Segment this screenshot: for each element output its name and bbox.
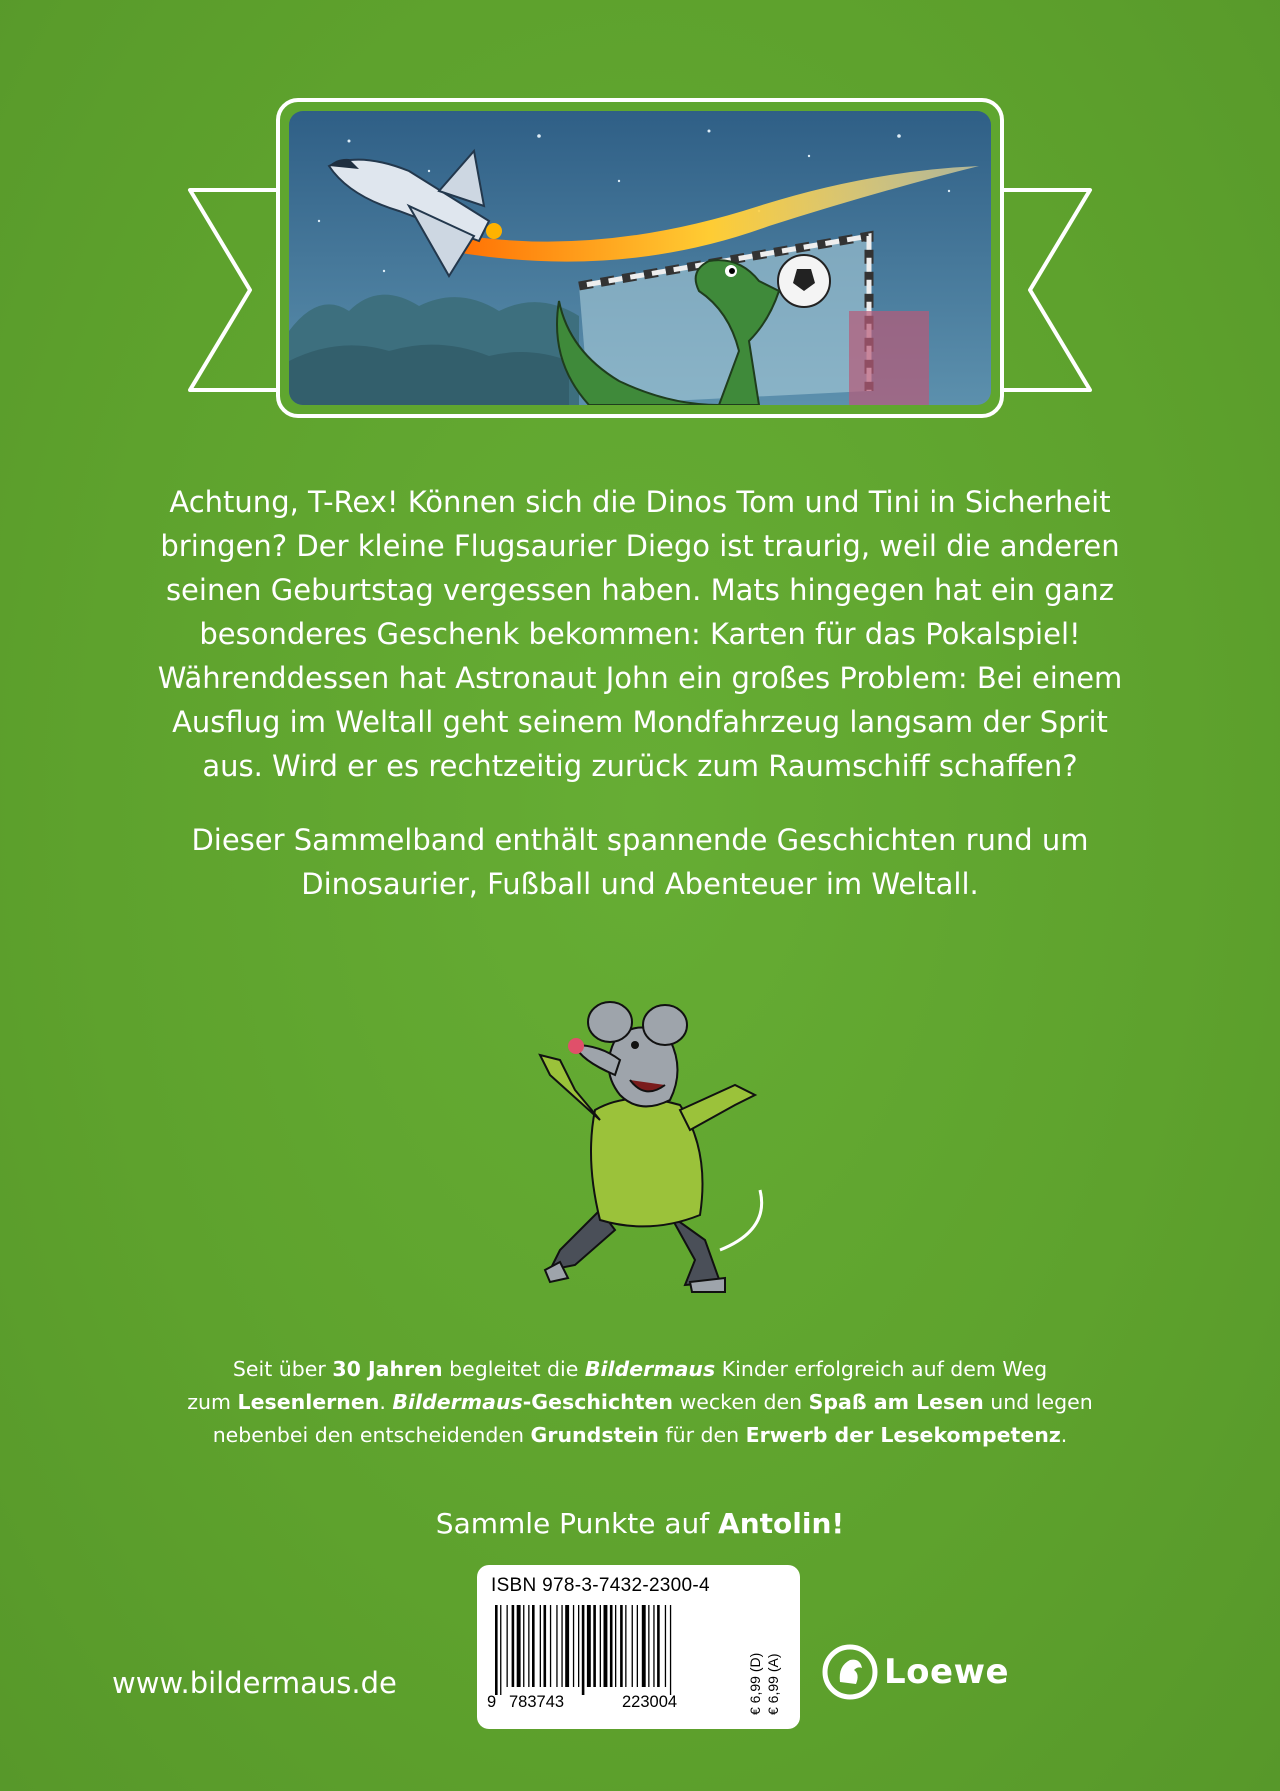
barcode-bar xyxy=(615,1605,616,1687)
barcode-bar xyxy=(512,1605,515,1687)
text: . xyxy=(379,1390,393,1414)
barcode-digit-group: 783743 xyxy=(509,1693,565,1711)
text: für den xyxy=(658,1423,746,1447)
series-name: Bildermaus xyxy=(584,1357,716,1381)
blurb-line: bringen? Der kleine Flugsaurier Diego ist traurig, weil die anderen xyxy=(160,529,1120,563)
blurb-line: seinen Geburtstag vergessen haben. Mats hingegen hat ein ganz xyxy=(165,573,1115,607)
barcode-bar xyxy=(653,1605,654,1687)
soccer-ball xyxy=(778,255,830,307)
barcode-bar xyxy=(528,1605,529,1687)
text: und legen xyxy=(983,1390,1093,1414)
isbn-number: ISBN 978-3-7432-2300-4 xyxy=(491,1575,710,1596)
barcode-bar xyxy=(523,1605,524,1687)
barcode-bar xyxy=(637,1605,638,1687)
blurb-line: aus. Wird er es rechtzeitig zurück zum Raumschiff schaffen? xyxy=(202,749,1078,783)
barcode-bar xyxy=(593,1605,596,1687)
barcode-bar xyxy=(625,1605,626,1687)
text: . xyxy=(1060,1423,1068,1447)
prices xyxy=(745,1607,785,1717)
text: Kinder erfolgreich auf dem Weg xyxy=(715,1357,1048,1381)
barcode-bar xyxy=(587,1605,591,1687)
barcode-label xyxy=(477,1565,800,1729)
series-description xyxy=(100,1353,1180,1452)
barcode-bar xyxy=(550,1605,551,1687)
text: zum xyxy=(187,1390,238,1414)
barcode xyxy=(491,1605,731,1695)
blurb-line: besonderes Geschenk bekommen: Karten für das Pokalspiel! xyxy=(199,617,1081,651)
text-bold: Grundstein xyxy=(530,1423,659,1447)
text-bold: Lesenlernen xyxy=(237,1390,380,1414)
blurb-paragraph-2 xyxy=(110,818,1170,906)
barcode-bar xyxy=(540,1605,541,1687)
barcode-bar xyxy=(573,1605,574,1687)
barcode-bar xyxy=(495,1605,498,1695)
publisher-logo xyxy=(822,1642,1009,1702)
barcode-bar xyxy=(561,1605,562,1687)
text: nebenbei den entscheidenden xyxy=(212,1423,531,1447)
text: wecken den xyxy=(673,1390,809,1414)
barcode-bar xyxy=(507,1605,508,1687)
barcode-bar xyxy=(565,1605,569,1687)
publisher-name: Loewe xyxy=(884,1652,1010,1692)
barcode-bar xyxy=(578,1605,579,1687)
barcode-digit: 9 xyxy=(487,1693,497,1711)
blurb-line: Dieser Sammelband enthält spannende Geschichten rund um xyxy=(191,823,1089,857)
barcode-bar xyxy=(610,1605,613,1687)
barcode-bar xyxy=(544,1605,547,1687)
blurb-line: Währenddessen hat Astronaut John ein großes Problem: Bei einem xyxy=(157,661,1123,695)
barcode-bar xyxy=(517,1605,521,1687)
text-bold: Erwerb der Lesekompetenz xyxy=(745,1423,1061,1447)
antolin-name: Antolin! xyxy=(718,1507,845,1540)
text-bold: -Geschichten xyxy=(522,1390,674,1414)
barcode-bar xyxy=(600,1605,601,1687)
barcode-digit-group: 223004 xyxy=(622,1693,678,1711)
website-url[interactable]: www.bildermaus.de xyxy=(112,1666,397,1700)
barcode-bar xyxy=(670,1605,671,1695)
barcode-bar xyxy=(642,1605,646,1687)
barcode-bar xyxy=(657,1605,660,1687)
antolin-callout xyxy=(0,1507,1280,1540)
blurb-line: Ausflug im Weltall geht seinem Mondfahrzeug langsam der Sprit xyxy=(172,705,1108,739)
barcode-bar xyxy=(632,1605,633,1687)
blurb-line: Dinosaurier, Fußball und Abenteuer im Weltall. xyxy=(301,867,979,901)
barcode-bar xyxy=(556,1605,557,1687)
text: Seit über xyxy=(232,1357,333,1381)
text: begleitet die xyxy=(442,1357,585,1381)
lion-icon xyxy=(822,1644,878,1700)
price-austria: € 6,99 (A) xyxy=(765,1653,781,1715)
text-bold: 30 Jahren xyxy=(332,1357,443,1381)
text: Sammle Punkte auf xyxy=(435,1507,719,1540)
barcode-bar xyxy=(648,1605,649,1687)
barcode-bar xyxy=(532,1605,535,1687)
barcode-bar xyxy=(620,1605,623,1687)
series-name: Bildermaus xyxy=(392,1390,523,1414)
bildermaus-mascot xyxy=(520,1000,780,1300)
barcode-bar xyxy=(582,1605,585,1695)
barcode-bar xyxy=(665,1605,666,1687)
price-germany: € 6,99 (D) xyxy=(747,1652,763,1715)
barcode-bar xyxy=(500,1605,501,1695)
blurb-line: Achtung, T-Rex! Können sich die Dinos Tom und Tini in Sicherheit xyxy=(169,485,1111,519)
blurb-text xyxy=(110,480,1170,906)
barcode-bar xyxy=(604,1605,608,1687)
space-soccer-illustration xyxy=(289,111,991,405)
text-bold: Spaß am Lesen xyxy=(808,1390,984,1414)
blurb-paragraph-1 xyxy=(110,480,1170,788)
